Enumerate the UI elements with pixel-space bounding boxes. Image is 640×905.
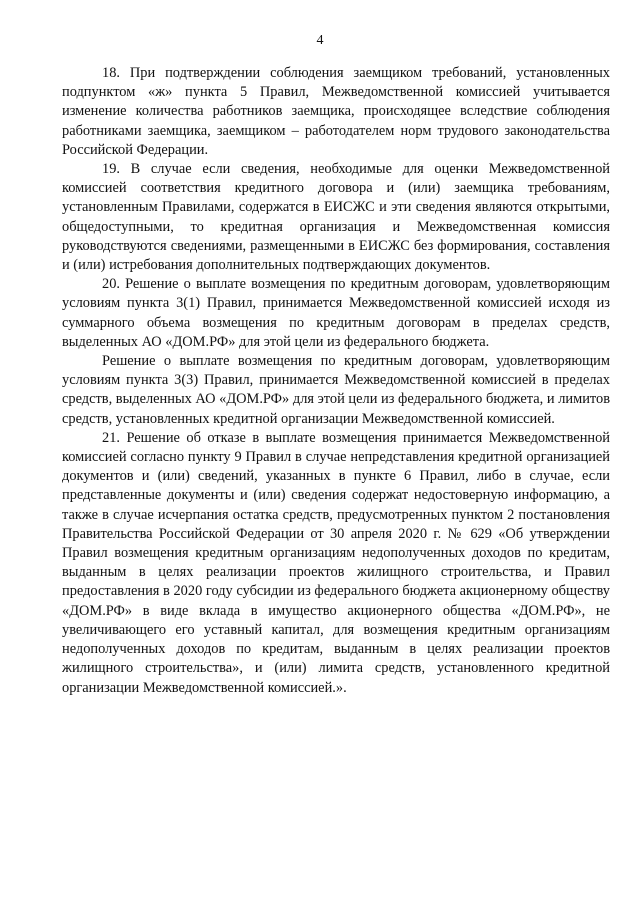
paragraph-19: 19. В случае если сведения, необходимые для оценки Межведомственной комиссией соответствия кредитного договора и (или) заемщика требованиям, установленным Правилами, содержатся в ЕИСЖС и эти сведения являются открытыми, общедоступными, то кредитная организация и Межведомственная комиссия руководствуются сведениями, размещенными в ЕИСЖС без формирования, составления и (или) истребования дополнительных подтверждающих документов. <box>62 161 610 274</box>
paragraph-18: 18. При подтверждении соблюдения заемщиком требований, установленных подпунктом «ж» пункта 5 Правил, Межведомственной комиссией учитывается изменение количества работников заемщика, происходящее вследствие соблюдения работниками заемщика, заемщиком – работодателем норм трудового законодательства Российской Федерации. <box>62 65 610 158</box>
page-number: 4 <box>316 33 324 48</box>
paragraph-21: 21. Решение об отказе в выплате возмещения принимается Межведомственной комиссией согласно пункту 9 Правил в случае непредставления кредитной организацией документов и (или) сведений, указанных в пункте 6 Правил, либо в случае, если представленные документы и (или) сведения содержат недостоверную информацию, а также в случае исчерпания остатка средств, предусмотренных пунктом 2 постановления Правительства Российской Федерации от 30 апреля 2020 г. № 629 «Об утверждении Правил возмещения кредитным организациям недополученных доходов по кредитам, выданным в целях реализации проектов жилищного строительства, и Правил предоставления в 2020 году субсидии из федерального бюджета акционерному обществу «ДОМ.РФ» в виде вклада в имущество акционерного общества «ДОМ.РФ», не увеличивающего его уставный капитал, для возмещения кредитным организациям недополученных доходов по кредитам, выданным в целях реализации проектов жилищного строительства», и (или) лимита средств, установленного кредитной организации Межведомственной комиссией.». <box>62 429 610 696</box>
document-body <box>62 64 610 698</box>
paragraph-20-continued: Решение о выплате возмещения по кредитным договорам, удовлетворяющим условиям пункта 3(3) Правил, принимается Межведомственной комиссией в пределах средств, выделенных АО «ДОМ.РФ» для этой цели из федерального бюджета, и лимитов средств, установленных кредитной организации Межведомственной комиссией. <box>62 353 610 427</box>
paragraph-20: 20. Решение о выплате возмещения по кредитным договорам, удовлетворяющим условиям пункта 3(1) Правил, принимается Межведомственной комиссией исходя из суммарного объема возмещения по кредитным договорам в пределах средств, выделенных АО «ДОМ.РФ» для этой цели из федерального бюджета. <box>62 276 610 350</box>
